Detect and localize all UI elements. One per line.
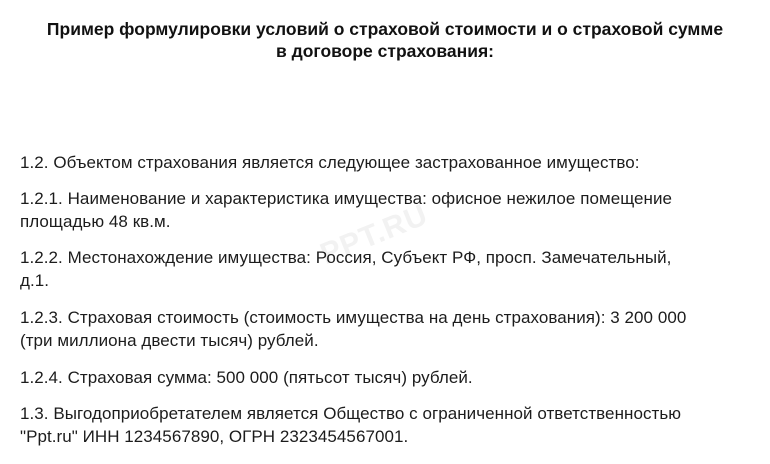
clause-1-2-2	[20, 246, 760, 292]
clause-1-2-4-line-1: 1.2.4. Страховая сумма: 500 000 (пятьсот тысяч) рублей.	[20, 368, 473, 387]
clause-1-2	[20, 151, 760, 174]
clause-1-3	[20, 402, 760, 448]
clause-1-2-2-line-2: д.1.	[20, 271, 50, 290]
clause-1-2-3-line-2: (три миллиона двести тысяч) рублей.	[20, 331, 319, 350]
clause-1-2-1-line-2: площадью 48 кв.м.	[20, 212, 171, 231]
clause-1-2-line-1: 1.2. Объектом страхования является следующее застрахованное имущество:	[20, 153, 640, 172]
document-title-line-1: Пример формулировки условий о страховой стоимости и о страховой сумме	[46, 19, 724, 39]
clause-1-3-line-2: "Ppt.ru" ИНН 1234567890, ОГРН 2323454567001.	[20, 427, 409, 446]
clause-1-2-4	[20, 366, 760, 389]
clause-1-2-1-line-1: 1.2.1. Наименование и характеристика имущества: офисное нежилое помещение	[20, 189, 673, 208]
clause-1-2-1	[20, 187, 760, 233]
clause-1-2-2-line-1: 1.2.2. Местонахождение имущества: Россия, Субъект РФ, просп. Замечательный,	[20, 248, 672, 267]
document-title-line-2: в договоре страхования:	[275, 41, 494, 61]
clause-1-2-3-line-1: 1.2.3. Страховая стоимость (стоимость имущества на день страхования): 3 200 000	[20, 308, 687, 327]
clause-1-3-line-1: 1.3. Выгодоприобретателем является Общество с ограниченной ответственностью	[20, 404, 682, 423]
document-title	[0, 18, 770, 62]
clause-1-2-3	[20, 306, 760, 352]
watermark-logo: PPT.RU	[315, 198, 433, 271]
